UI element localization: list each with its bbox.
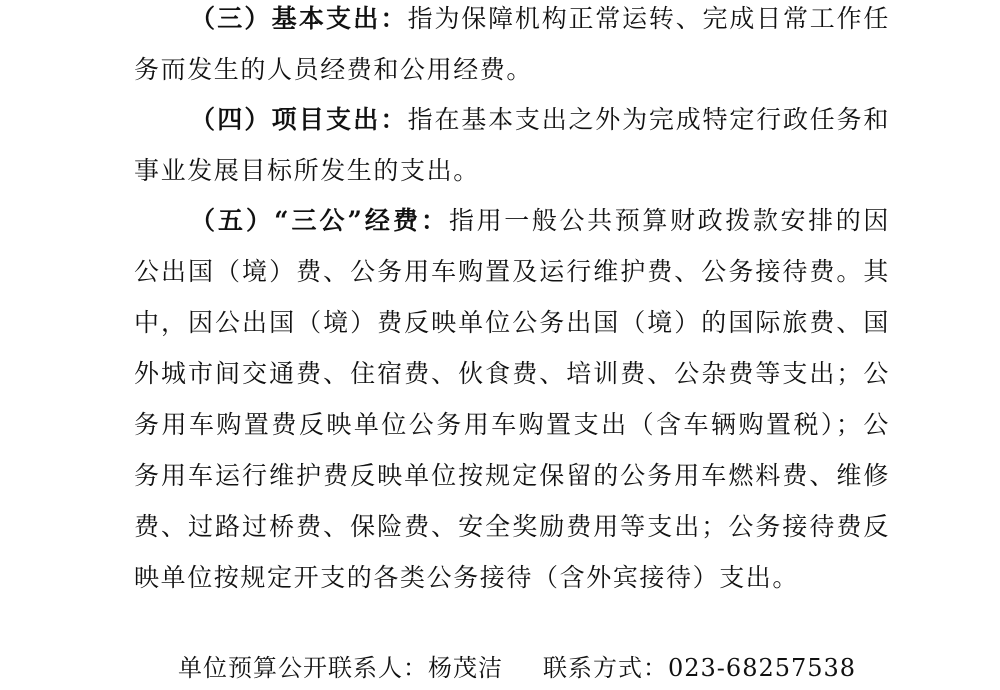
contact-label: 单位预算公开联系人： <box>178 654 428 682</box>
contact-footer <box>178 648 856 688</box>
contact-name: 杨茂洁 <box>428 654 503 682</box>
paragraph-body: 指用一般公共预算财政拨款安排的因公出国（境）费、公务用车购置及运行维护费、公务接待费。其中，因公出国（境）费反映单位公务出国（境）的国际旅费、国外城市间交通费、住宿费、伙食费、培训费、公杂费等支出；公务用车购置费反映单位公务用车购置支出（含车辆购置税）；公务用车运行维护费反映单位按规定保留的公务用车燃料费、维修费、过路过桥费、保险费、安全奖励费用等支出；公务接待费反映单位按规定开支的各类公务接待（含外宾接待）支出。 <box>134 206 890 592</box>
paragraph-project-expenditure <box>134 94 890 196</box>
paragraph-three-public-expenses <box>134 195 890 603</box>
paragraph-body: 指在基本支出之外为完成特定行政任务和事业发展目标所发生的支出。 <box>134 105 890 185</box>
paragraph-heading: （五）“三公”经费： <box>190 206 450 235</box>
paragraph-heading: （三）基本支出： <box>190 4 408 33</box>
paragraph-heading: （四）项目支出： <box>190 105 408 134</box>
phone-label: 联系方式： <box>543 654 668 682</box>
paragraph-body: 指为保障机构正常运转、完成日常工作任务而发生的人员经费和公用经费。 <box>134 4 890 84</box>
paragraph-basic-expenditure <box>134 0 890 95</box>
phone-value: 023-68257538 <box>668 654 857 682</box>
